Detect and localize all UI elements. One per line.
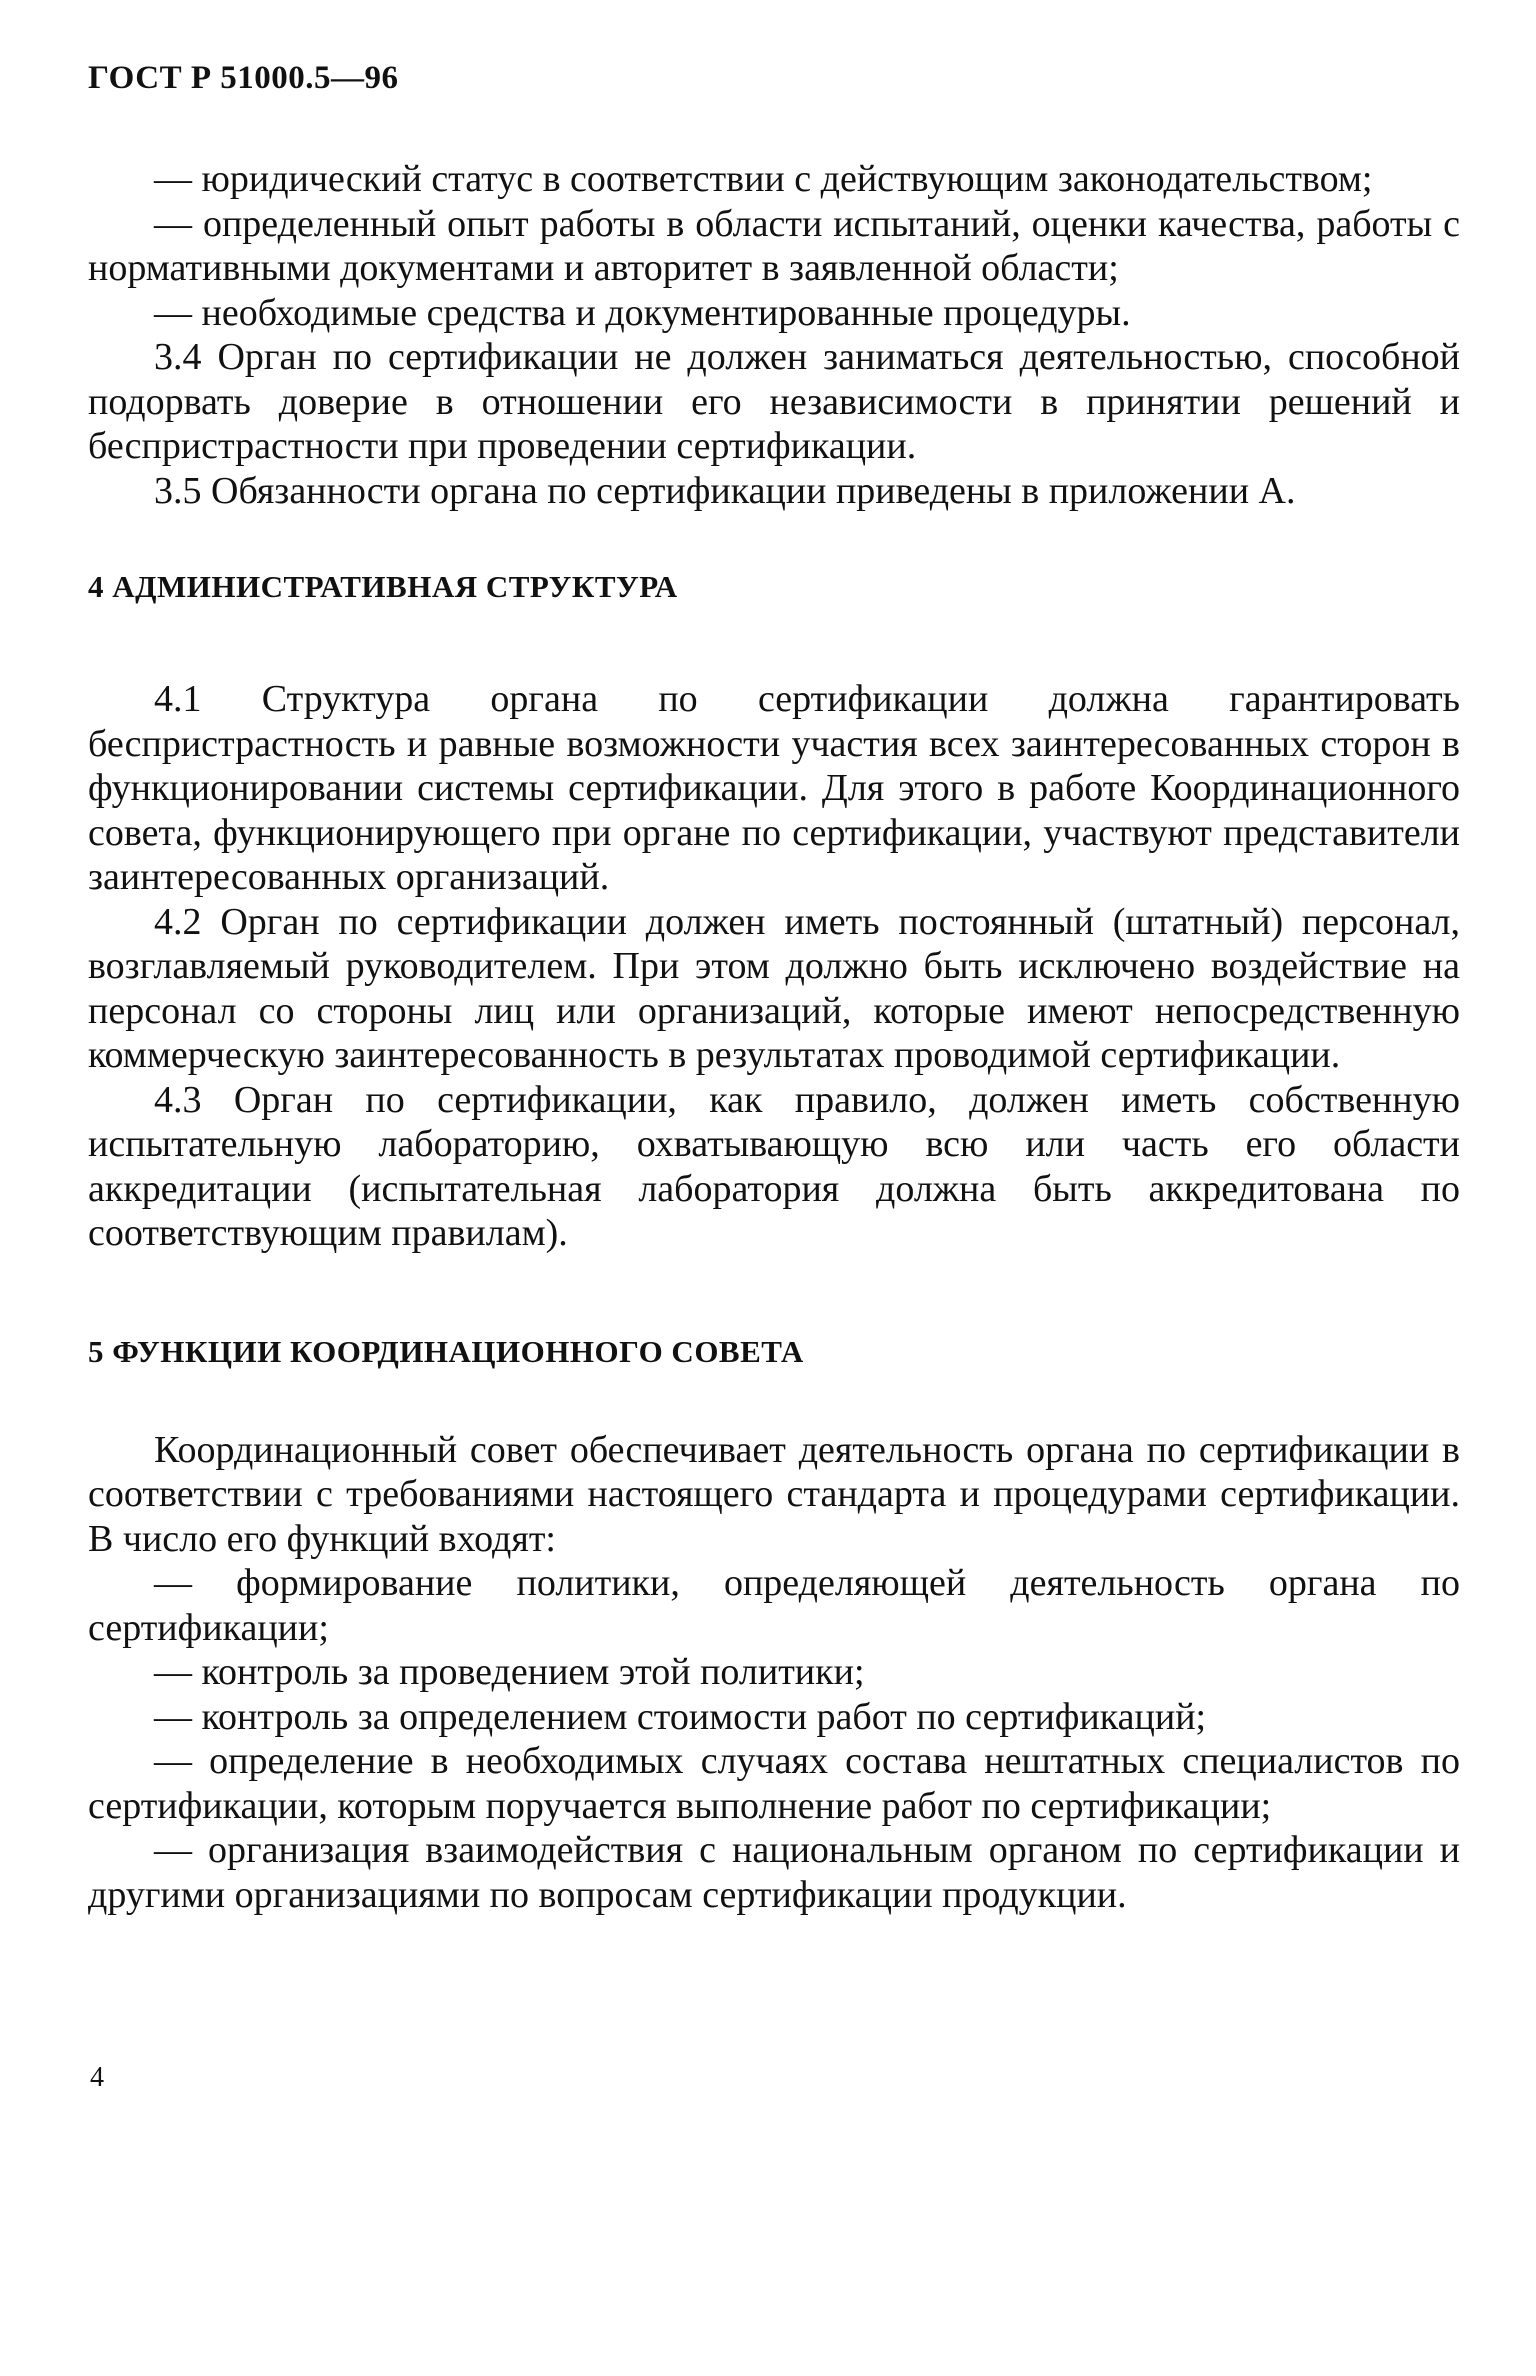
list-item-experience: — определенный опыт работы в области испытаний, оценки качества, работы с нормативными документами и авторитет в заявленной области; — [88, 202, 1460, 289]
clause-4-1: 4.1 Структура органа по сертификации должна гарантировать беспристрастность и равные возможности участия всех заинтересованных сторон в функционировании системы сертификации. Для этого в работе Координационного совета, функционирующего при органе по сертификации, участвуют представители заинтересованных организаций. — [88, 678, 1460, 898]
page-number: 4 — [90, 2062, 104, 2093]
function-cost-control: — контроль за определением стоимости работ по сертификаций; — [154, 1695, 1207, 1738]
clause-3-4: 3.4 Орган по сертификации не должен заниматься деятельностью, способной подорвать доверие в отношении его независимости в принятии решений и беспристрастности при проведении сертификации. — [88, 336, 1460, 467]
function-specialists: — определение в необходимых случаях состава нештатных специалистов по сертификации, которым поручается выполнение работ по сертификации; — [88, 1740, 1460, 1827]
document-header: ГОСТ Р 51000.5—96 — [88, 60, 399, 96]
list-item-legal-status: — юридический статус в соответствии с действующим законодательством; — [154, 158, 1373, 200]
list-item-resources: — необходимые средства и документированные процедуры. — [154, 291, 1131, 334]
section-5-title: 5 ФУНКЦИИ КООРДИНАЦИОННОГО СОВЕТА — [88, 1333, 804, 1369]
clause-4-3: 4.3 Орган по сертификации, как правило, должен иметь собственную испытательную лабораторию, охватывающую всю или часть его области аккредитации (испытательная лаборатория должна быть аккредитована по соответствующим правилам). — [88, 1078, 1460, 1254]
clause-3-5: 3.5 Обязанности органа по сертификации приведены в приложении А. — [154, 469, 1296, 512]
section-5-intro: Координационный совет обеспечивает деятельность органа по сертификации в соответствии с требованиями настоящего стандарта и процедурами сертификации. В число его функций входят: — [88, 1428, 1460, 1560]
clause-4-2: 4.2 Орган по сертификации должен иметь постоянный (штатный) персонал, возглавляемый руководителем. При этом должно быть исключено воздействие на персонал со стороны лиц или организаций, которые имеют непосредственную коммерческую заинтересованность в результатах проводимой сертификации. — [88, 900, 1460, 1076]
function-policy: — формирование политики, определяющей деятельность органа по сертификации; — [88, 1562, 1460, 1649]
document-page — [88, 60, 1460, 1917]
section-4-title: 4 АДМИНИСТРАТИВНАЯ СТРУКТУРА — [88, 569, 678, 604]
function-cooperation: — организация взаимодействия с национальным органом по сертификации и другими организациями по вопросам сертификации продукции. — [88, 1829, 1460, 1916]
function-policy-control: — контроль за проведением этой политики; — [154, 1651, 865, 1693]
